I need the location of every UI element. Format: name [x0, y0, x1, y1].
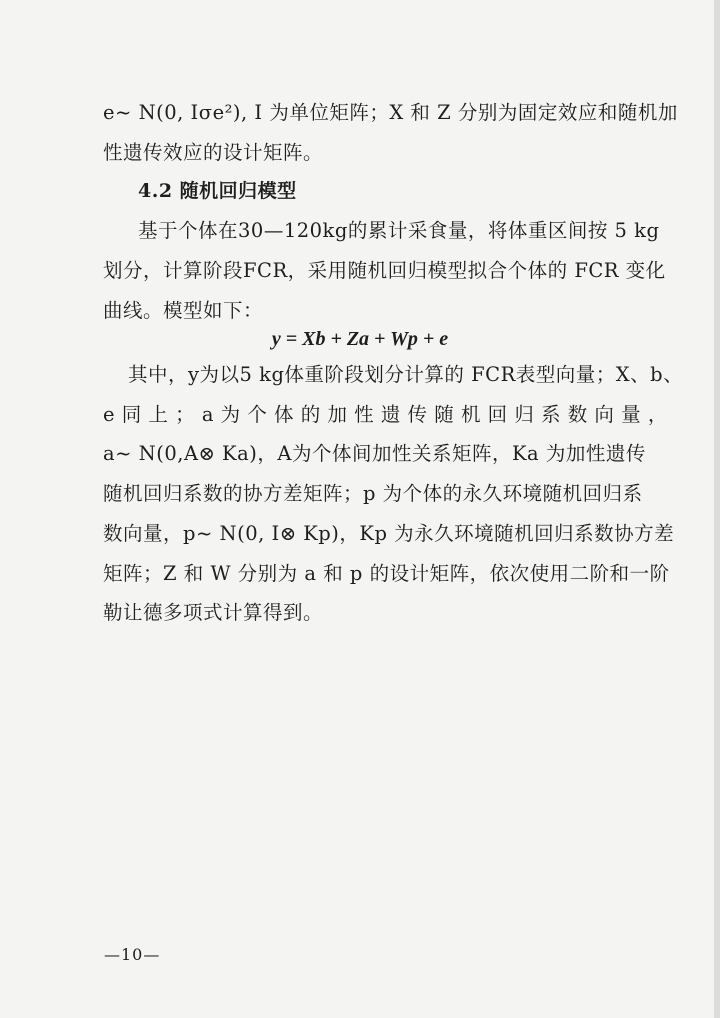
paragraph-line-9: 随机回归系数的协方差矩阵；p 为个体的永久环境随机回归系 [103, 482, 643, 505]
paragraph-line-5: 曲线。模型如下： [103, 299, 264, 322]
paragraph-line-8: a~ N(0,A⊗ Ka)，A为个体间加性关系矩阵，Ka 为加性遗传 [103, 442, 646, 465]
paragraph-line-12: 勒让德多项式计算得到。 [103, 601, 324, 624]
page-number: —10— [104, 945, 161, 964]
paragraph-line-7: e 同 上 ； a 为 个 体 的 加 性 遗 传 随 机 回 归 系 数 向 量 ， [103, 403, 668, 426]
paragraph-line-6: 其中，y为以5 kg体重阶段划分计算的 FCR表型向量；X、b、 [128, 363, 684, 386]
paragraph-line-10: 数向量，p~ N(0, I⊗ Kp)，Kp 为永久环境随机回归系数协方差 [103, 522, 675, 545]
paragraph-line-11: 矩阵；Z 和 W 分别为 a 和 p 的设计矩阵，依次使用二阶和一阶 [103, 562, 670, 585]
model-formula: y = Xb + Za + Wp + e [271, 328, 449, 350]
section-heading: 4.2 随机回归模型 [138, 180, 297, 202]
paragraph-line-1: e~ N(0, Iσe²), I 为单位矩阵；X 和 Z 分别为固定效应和随机加 [103, 101, 678, 124]
page-edge-shadow [714, 0, 720, 1018]
paragraph-line-4: 划分，计算阶段FCR，采用随机回归模型拟合个体的 FCR 变化 [103, 259, 666, 282]
paragraph-line-3: 基于个体在30—120kg的累计采食量，将体重区间按 5 kg [138, 219, 660, 242]
paragraph-line-2: 性遗传效应的设计矩阵。 [103, 141, 324, 164]
